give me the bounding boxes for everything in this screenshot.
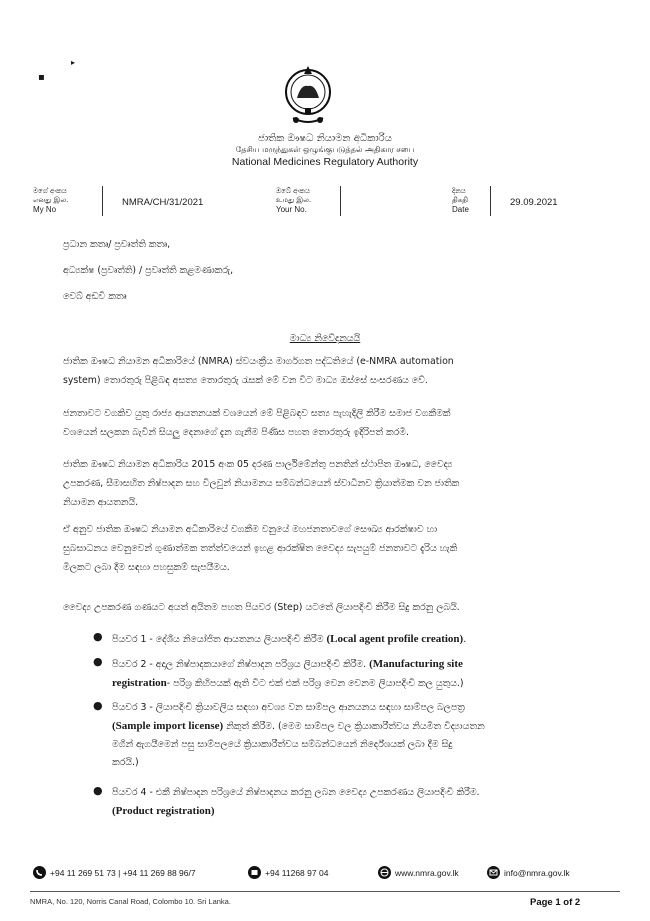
- step-item: ● පියවර 4 - එකී නිෂ්පාදන පරිශ්‍රයේ නිෂ්පාදනය කරනු ලබන වෛද්‍ය උපකරණය ලියාපදිංචි කිරීම. (Product registration): [93, 784, 480, 817]
- press-release-title: මාධ්‍ය නිවේදනයයි: [289, 333, 361, 344]
- website-link[interactable]: www.nmra.gov.lk: [395, 868, 459, 878]
- org-name-tamil: தேசிய மருந்துகள் ஒழுங்குபடுத்தல் அதிகார சபை: [235, 145, 415, 154]
- bullet-icon: ●: [93, 699, 103, 712]
- phone-icon: [33, 866, 46, 879]
- paragraph-3: ජාතික ඖෂධ නියාමන අධිකාරිය 2015 අංක 05 දරණ පාර්ලිමේන්තු පනතින් ස්ථාපිත ඖෂධ, වෛද්‍ය උපකරණ, සීමාසහිත නිෂ්පාදන සහ විලවුන් නියාමනය සම්බන්ධයෙන් ස්වාධීනව ක්‍රියාත්මක වන ජාතික නියාමන ආයතනයි.: [63, 459, 460, 508]
- sri-lanka-emblem: [283, 62, 333, 127]
- your-no-label: ඔබේ අංකය உமது இல. Your No.: [276, 187, 312, 214]
- footer-divider: [30, 891, 620, 892]
- page-number: Page 1 of 2: [530, 897, 581, 908]
- bullet-icon: ●: [93, 655, 103, 668]
- date-label: දිනය திகதி Date: [452, 187, 469, 214]
- addressee-line: ප්‍රධාන කතෘ/ ප්‍රවෘත්ති කතෘ,: [63, 239, 171, 250]
- org-name-english: National Medicines Regulatory Authority: [231, 156, 419, 168]
- bullet-icon: ●: [93, 630, 103, 643]
- globe-icon: [378, 866, 391, 879]
- divider: [490, 186, 491, 216]
- my-no-label: මගේ අංකය எனது இல. My No: [33, 187, 69, 214]
- paragraph-4: ඒ අනුව ජාතික ඖෂධ නියාමන අධිකාරියේ වගකීම වනුයේ මහජනතාවගේ සෞඛ්‍ය ආරක්ෂාව හා සුබසාධනය වෙනුවෙන් ගුණාත්මක තත්ත්වයෙන් ඉහළ ආරක්ෂිත වෛද්‍ය සැපයුම් ජනතාවට දැරිය හැකි මිලකට ලබා දීම සඳහා පහසුකම් සැපයීමය.: [63, 524, 458, 573]
- addressee-line: අධ්‍යක්ෂ (ප්‍රවෘත්ති) / ප්‍රවෘත්ති කළමණාකරු,: [63, 265, 234, 276]
- my-no-value: NMRA/CH/31/2021: [122, 197, 204, 208]
- paragraph-5: වෛද්‍ය උපකරණ ගණයට අයත් අයිතම පහත පියවර (Step) යටතේ ලියාපදිංචි කිරීම සිදු කරනු ලබයි.: [63, 602, 460, 613]
- phone-numbers: +94 11 269 51 73 | +94 11 269 88 96/7: [50, 868, 196, 878]
- step-item: ● පියවර 1 - දේශීය නියෝජිත ආයතනය ලියාපදිංචි කිරීම (Local agent profile creation).: [93, 630, 467, 645]
- scan-mark: ▸: [71, 58, 76, 67]
- addressee-line: වෙබ් අඩවි කතෘ: [63, 291, 127, 302]
- step-item: ● පියවර 3 - ලියාපදිංචි ක්‍රියාවලිය සඳහා අවශ්‍ය වන සාම්පල ආනයනය සඳහා සාම්පල බලපත්‍ර (Sample import license) නිකුත් කිරීම. (මෙම සාම්පල වල ක්‍රියාකාරීත්වය නියමිත විද්‍යායතන මගින් ඇගයීමෙන් පසු සාම්පලයේ ක්‍රියාකාරීත්වය සම්බන්ධයෙන් නිර්දේශයක් ලබා දීම සිදු කරයි.): [93, 699, 485, 768]
- divider: [340, 186, 341, 216]
- org-name-sinhala: ජාතික ඖෂධ නියාමන අධිකාරිය: [258, 133, 392, 144]
- step-item: ● පියවර 2 - අදාල නිෂ්පාදකයාගේ නිෂ්පාදන පරිශ්‍රය ලියාපදිංචි කිරීම. (Manufacturing site registration- පරිශ්‍ර කිහිපයක් ඇති විට එක් එක් පරිශ්‍ර වෙන වෙනම ලියාපදිංචි කල යුතුය.): [93, 655, 464, 689]
- fax-number: +94 11268 97 04: [265, 868, 329, 878]
- paragraph-1: ජාතික ඖෂධ නියාමන අධිකාරියේ (NMRA) ස්වයංක්‍රීය මාර්ගගත පද්ධතියේ (e-NMRA automation system) තොරතුරු පිළිබඳ අසත්‍ය තොරතුරු රැසක් මේ වන විට මාධ්‍ය ඔස්සේ සංසරණය වේ.: [63, 356, 454, 386]
- fax-icon: [248, 866, 261, 879]
- email-icon: [487, 866, 500, 879]
- address: NMRA, No. 120, Norris Canal Road, Colombo 10. Sri Lanka.: [30, 897, 231, 906]
- date-value: 29.09.2021: [510, 197, 558, 208]
- paragraph-2: ජනතාවට වගකිව යුතු රාජ්‍ය ආයතනයක් වශයෙන් මේ පිළිබඳව සත්‍ය පැහැදිලි කිරීම සමාජ වගකීමක් වශයෙන් සලකන බැවින් සියලු දෙනාගේ දැන ගැනීම පිණිස පහත තොරතුරු ඉදිරිපත් කරමි.: [63, 408, 451, 438]
- email-link[interactable]: info@nmra.gov.lk: [504, 868, 570, 878]
- bullet-icon: ●: [93, 784, 103, 797]
- scan-mark: ▪: [38, 72, 45, 83]
- divider: [102, 186, 103, 216]
